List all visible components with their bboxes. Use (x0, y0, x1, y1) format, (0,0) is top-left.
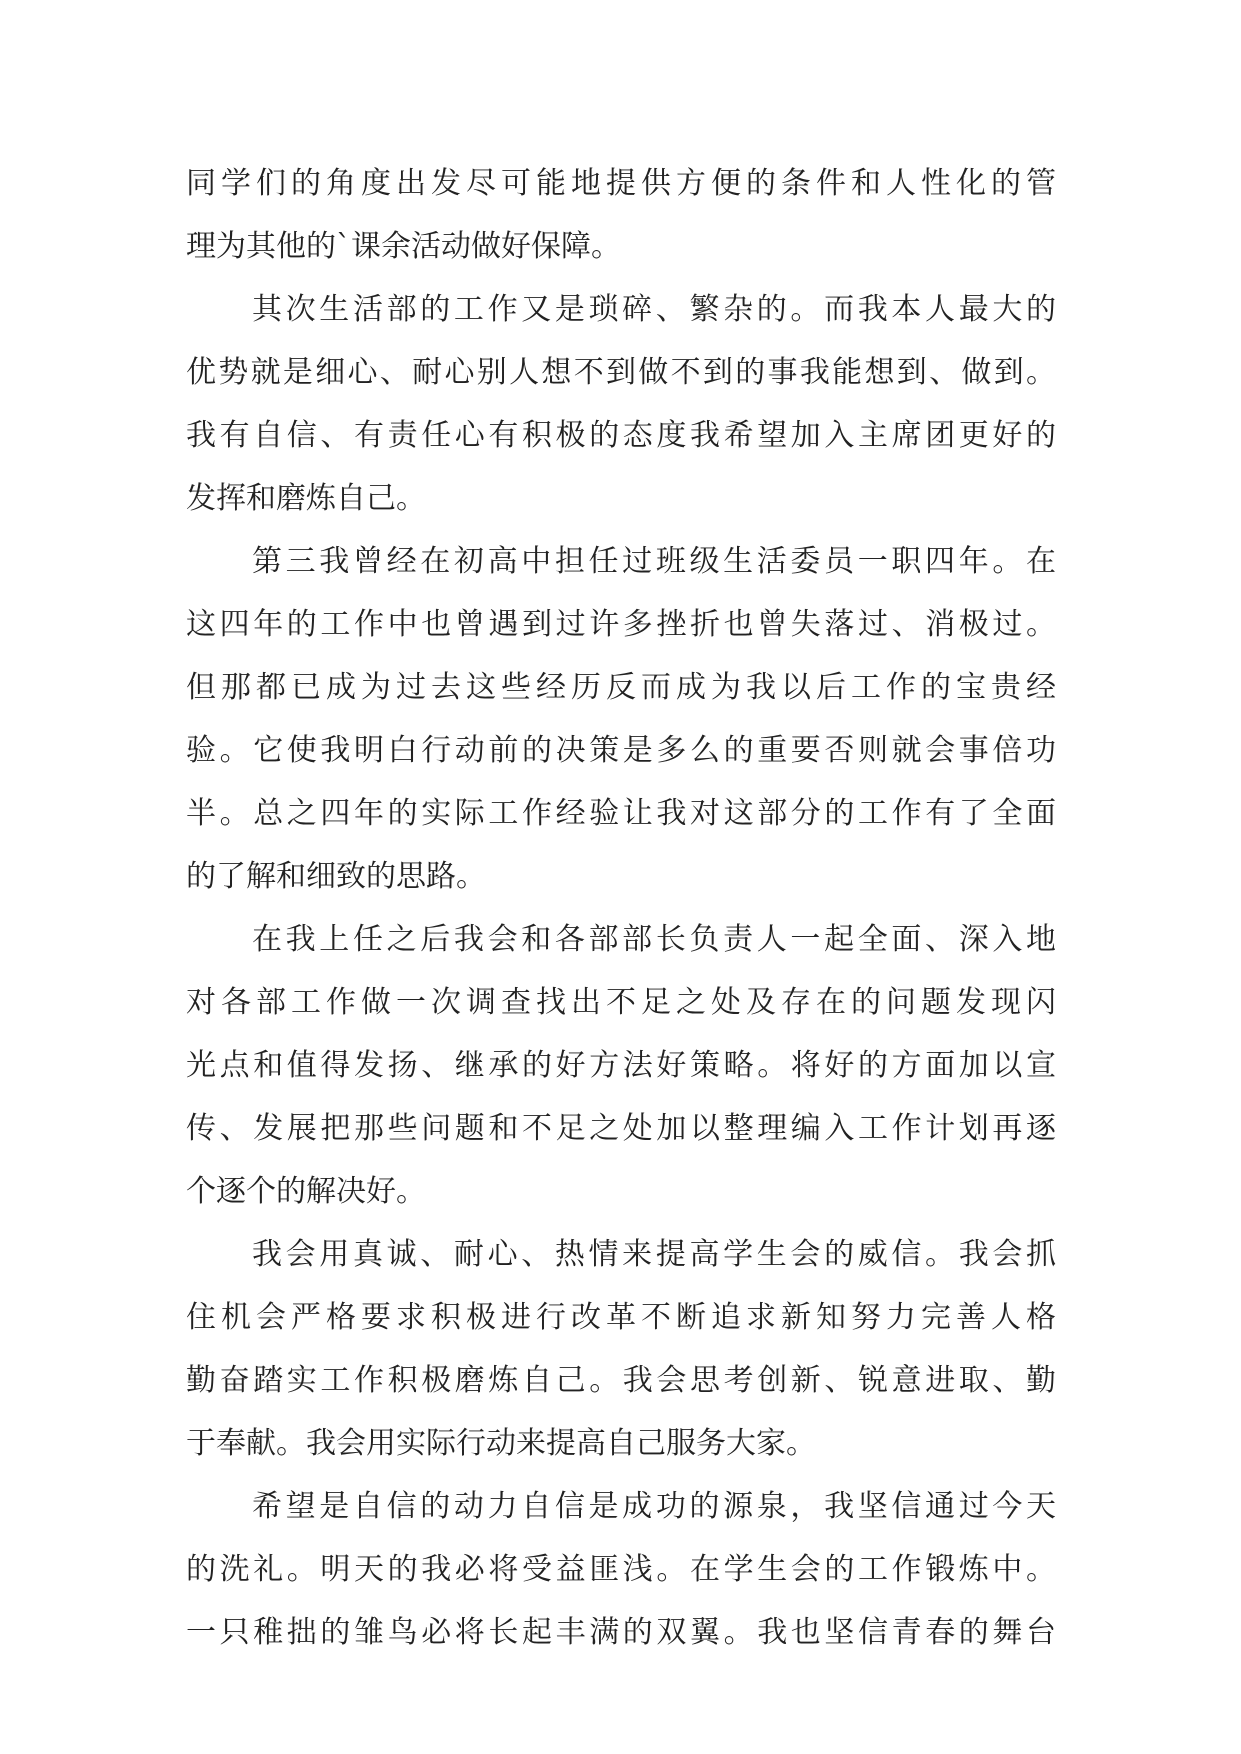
text-line: 勤奋踏实工作积极磨炼自己。我会思考创新、锐意进取、勤 (186, 1363, 1056, 1398)
text-line: 一只稚拙的雏鸟必将长起丰满的双翼。我也坚信青春的舞台 (186, 1615, 1056, 1650)
text-line: 半。总之四年的实际工作经验让我对这部分的工作有了全面 (186, 796, 1056, 831)
text-line: 光点和值得发扬、继承的好方法好策略。将好的方面加以宣 (186, 1048, 1056, 1083)
text-line: 发挥和磨炼自己。 (186, 481, 426, 516)
text-line: 验。它使我明白行动前的决策是多么的重要否则就会事倍功 (186, 733, 1056, 768)
text-line: 第三我曾经在初高中担任过班级生活委员一职四年。在 (252, 544, 1056, 579)
text-line: 个逐个的解决好。 (186, 1174, 426, 1209)
text-line: 同学们的角度出发尽可能地提供方便的条件和人性化的管 (186, 166, 1056, 201)
text-line: 但那都已成为过去这些经历反而成为我以后工作的宝贵经 (186, 670, 1056, 705)
text-line: 于奉献。我会用实际行动来提高自己服务大家。 (186, 1426, 816, 1461)
text-line: 住机会严格要求积极进行改革不断追求新知努力完善人格 (186, 1300, 1056, 1335)
text-line: 其次生活部的工作又是琐碎、繁杂的。而我本人最大的 (252, 292, 1056, 327)
text-line: 我会用真诚、耐心、热情来提高学生会的威信。我会抓 (252, 1237, 1056, 1272)
text-line: 这四年的工作中也曾遇到过许多挫折也曾失落过、消极过。 (186, 607, 1056, 642)
text-line: 传、发展把那些问题和不足之处加以整理编入工作计划再逐 (186, 1111, 1056, 1146)
document-body (186, 152, 1056, 1664)
text-line: 理为其他的`课余活动做好保障。 (186, 229, 621, 264)
text-line: 的洗礼。明天的我必将受益匪浅。在学生会的工作锻炼中。 (186, 1552, 1056, 1587)
text-line: 的了解和细致的思路。 (186, 859, 486, 894)
text-line: 在我上任之后我会和各部部长负责人一起全面、深入地 (252, 922, 1056, 957)
text-line: 优势就是细心、耐心别人想不到做不到的事我能想到、做到。 (186, 355, 1056, 390)
text-line: 我有自信、有责任心有积极的态度我希望加入主席团更好的 (186, 418, 1056, 453)
text-line: 对各部工作做一次调查找出不足之处及存在的问题发现闪 (186, 985, 1056, 1020)
text-line: 希望是自信的动力自信是成功的源泉，我坚信通过今天 (252, 1489, 1056, 1524)
